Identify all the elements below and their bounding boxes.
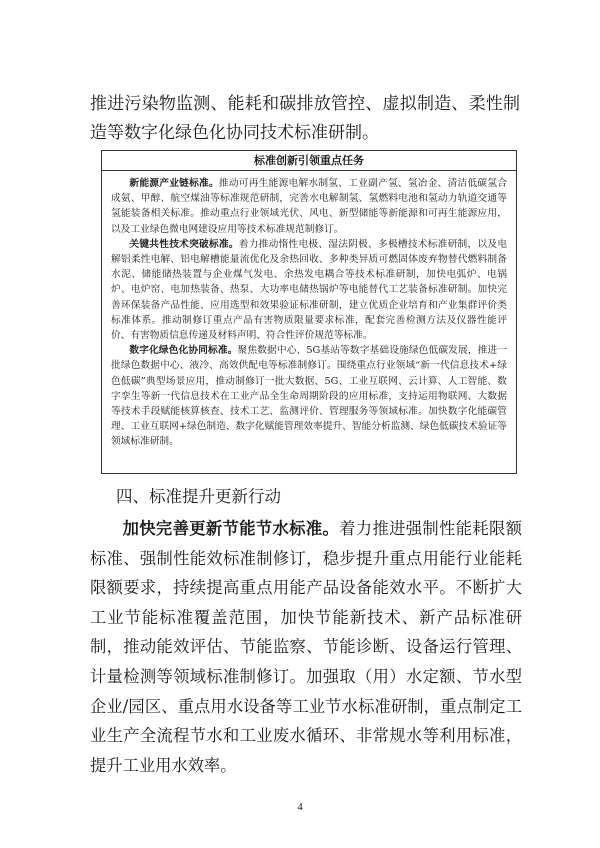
body-text: 着力推进强制性能耗限额标准、强制性能效标准制修订，稳步提升重点用能行业能耗限额要求，持续提高重点用能产品设备能效水平。不断扩大工业节能标准覆盖范围，加快节能新技术、新产品标准研制，推动能效评估、节能监察、节能诊断、设备运行管理、计量检测等领域标准制修订。加强取（用）水定额、节水型企业/园区、重点用水设备等工业节水标准研制，重点制定工业生产全流程节水和工业废水循环、非常规水等利用标准，提升工业用水效率。: [90, 519, 522, 775]
task-paragraph-new-energy: [111, 176, 507, 237]
page-number: 4: [297, 801, 303, 813]
task-paragraph-key-tech: [111, 237, 507, 343]
task-text-new-energy: 推动可再生能源电解水制氢、工业副产氢、氢冶金、清洁低碳氢合成氨、甲醇、航空煤油等标准规范研制，完善水电解制氢、氢燃料电池和氢动力轨道交通等氢能装备相关标准。推动重点行业领域光伏、风电、新型储能等新能源和可再生能源应用，以及工业绿色微电网建设应用等技术标准规范制修订。: [111, 178, 508, 235]
task-lead-digital-green: 数字化绿色化协同标准。: [129, 345, 238, 357]
task-lead-key-tech: 关键共性技术突破标准。: [129, 238, 239, 250]
section-heading: [90, 486, 520, 508]
intro-text: 推进污染物监测、能耗和碳排放管控、虚拟制造、柔性制造等数字化绿色化协同技术标准研制。: [90, 94, 520, 143]
section-heading-text: 四、标准提升更新行动: [116, 487, 281, 506]
key-tasks-box: [101, 150, 517, 474]
task-text-key-tech: 着力推动惰性电极、湿法阴极、多极槽技术标准研制，以及电解铝柔性电解、铝电解槽能量流优化及余热回收、多种类异质可燃固体废弃物替代燃料制备水泥、储能储热装置与企业煤气发电、余热发电耦合等技术标准研制，加快电弧炉、电锅炉、电炉窑、电加热装备、热泵、大功率电储热锅炉等电能替代工艺装备标准研制。加快完善环保装备产品性能、应用选型和效果验证标准研制，建立优质企业培育和产业集群评价类标准体系。推动制修订重点产品有害物质限量要求标准，配套完善检测方法及仪器性能评价、有害物质信息传递及材料声明、符合性评价规范等标准。: [111, 238, 508, 342]
task-paragraph-digital-green: [111, 343, 507, 449]
intro-paragraph: [90, 90, 520, 148]
body-paragraph: [90, 514, 522, 780]
body-lead: 加快完善更新节能节水标准。: [122, 519, 340, 538]
task-text-digital-green: 聚焦数据中心、5G基站等数字基础设施绿色低碳发展，推进一批绿色数据中心、液冷、高效供配电等标准制修订。围绕重点行业领域“新一代信息技术+绿色低碳”典型场景应用，推动制修订一批大数据、5G、工业互联网、云计算、人工智能、数字孪生等新一代信息技术在工业产品全生命周期阶段的应用标准，支持运用物联网、大数据等技术手段赋能核算核查、技术工艺、监测评价、管理服务等领域标准。加快数字化能碳管理、工业互联网+绿色制造、数字化赋能管理效率提升、智能分析监测、绿色低碳技术验证等领域标准研制。: [111, 345, 508, 448]
task-lead-new-energy: 新能源产业链标准。: [129, 178, 219, 189]
box-title: 标准创新引领重点任务: [102, 151, 516, 171]
